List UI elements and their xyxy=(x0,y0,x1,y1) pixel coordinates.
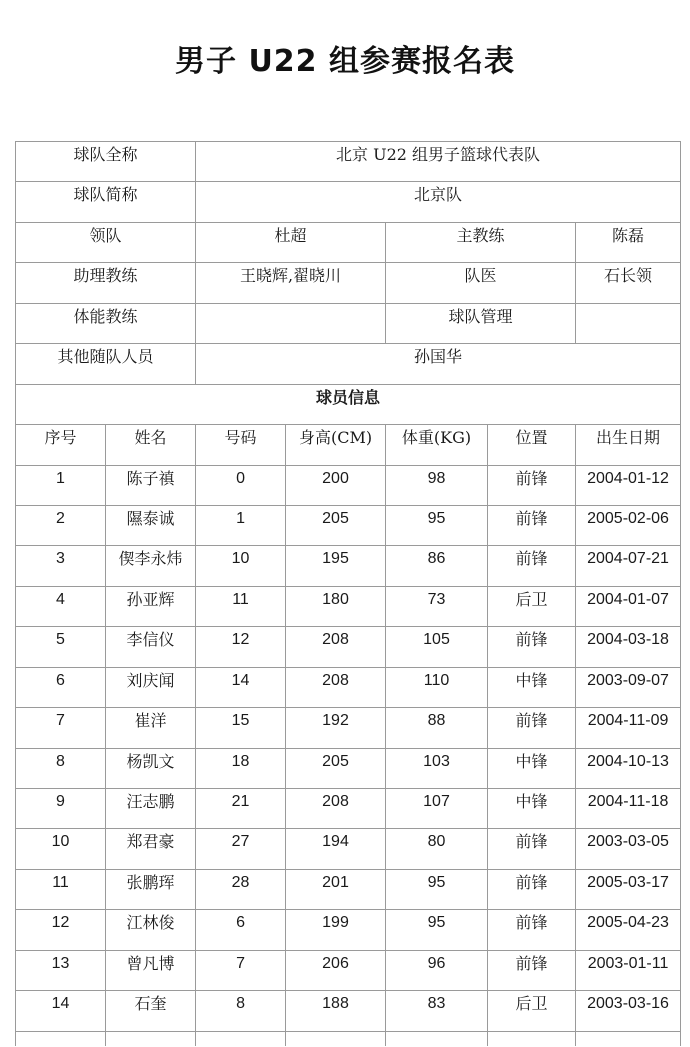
player-birth-date-cell: 2003-03-05 xyxy=(576,829,681,869)
player-weight-cell: 107 xyxy=(386,789,488,829)
players-section-title: 球员信息 xyxy=(16,384,681,424)
player-weight-cell: 83 xyxy=(386,991,488,1031)
column-header-no: 序号 xyxy=(16,425,106,465)
team-manager-value xyxy=(576,303,681,343)
player-no-cell: 8 xyxy=(16,748,106,788)
team-doctor-value: 石长领 xyxy=(576,263,681,303)
head-coach-label: 主教练 xyxy=(386,222,576,262)
player-height-cell: 180 xyxy=(286,586,386,626)
player-name-cell: 杨凯文 xyxy=(106,748,196,788)
fitness-coach-row xyxy=(16,303,681,343)
player-birth-date-cell: 2004-10-13 xyxy=(576,748,681,788)
player-weight-cell: 73 xyxy=(386,586,488,626)
player-no-cell: 13 xyxy=(16,950,106,990)
player-row xyxy=(16,991,681,1031)
player-birth-date-cell: 2004-11-18 xyxy=(576,789,681,829)
player-position-cell: 前锋 xyxy=(488,465,576,505)
player-row xyxy=(16,748,681,788)
player-height-cell: 194 xyxy=(286,829,386,869)
player-row xyxy=(16,950,681,990)
player-birth-date-cell: 2003-03-16 xyxy=(576,991,681,1031)
player-no-cell: 4 xyxy=(16,586,106,626)
leader-label: 领队 xyxy=(16,222,196,262)
player-number-cell: 0 xyxy=(196,465,286,505)
player-no-cell: 11 xyxy=(16,869,106,909)
team-full-name-label: 球队全称 xyxy=(16,142,196,182)
other-staff-value: 孙国华 xyxy=(196,344,681,384)
player-no-cell: 2 xyxy=(16,505,106,545)
column-header-name: 姓名 xyxy=(106,425,196,465)
player-height-cell: 205 xyxy=(286,748,386,788)
player-birth-date-cell: 2004-03-18 xyxy=(576,627,681,667)
player-row xyxy=(16,829,681,869)
player-name-cell: 郑君豪 xyxy=(106,829,196,869)
player-number-cell xyxy=(196,1031,286,1046)
player-name-cell: 刘庆闻 xyxy=(106,667,196,707)
player-header-row xyxy=(16,425,681,465)
player-name-cell: 张鹏珲 xyxy=(106,869,196,909)
player-birth-date-cell: 2004-07-21 xyxy=(576,546,681,586)
player-weight-cell: 95 xyxy=(386,869,488,909)
player-birth-date-cell: 2005-04-23 xyxy=(576,910,681,950)
player-position-cell: 前锋 xyxy=(488,950,576,990)
player-height-cell: 188 xyxy=(286,991,386,1031)
player-position-cell: 前锋 xyxy=(488,708,576,748)
column-header-height: 身高(CM) xyxy=(286,425,386,465)
leader-row xyxy=(16,222,681,262)
player-name-cell: 崔洋 xyxy=(106,708,196,748)
player-position-cell: 后卫 xyxy=(488,586,576,626)
player-weight-cell: 105 xyxy=(386,627,488,667)
player-no-cell: 9 xyxy=(16,789,106,829)
leader-value: 杜超 xyxy=(196,222,386,262)
player-number-cell: 12 xyxy=(196,627,286,667)
player-weight-cell: 88 xyxy=(386,708,488,748)
player-birth-date-cell: 2004-01-07 xyxy=(576,586,681,626)
player-position-cell: 前锋 xyxy=(488,627,576,667)
player-weight-cell: 86 xyxy=(386,546,488,586)
team-short-name-label: 球队简称 xyxy=(16,182,196,222)
player-number-cell: 10 xyxy=(196,546,286,586)
player-height-cell: 208 xyxy=(286,789,386,829)
player-birth-date-cell: 2005-03-17 xyxy=(576,869,681,909)
player-weight-cell xyxy=(386,1031,488,1046)
player-height-cell: 208 xyxy=(286,627,386,667)
player-height-cell xyxy=(286,1031,386,1046)
player-height-cell: 192 xyxy=(286,708,386,748)
player-birth-date-cell xyxy=(576,1031,681,1046)
player-name-cell: 江林俊 xyxy=(106,910,196,950)
player-position-cell: 前锋 xyxy=(488,910,576,950)
player-birth-date-cell: 2003-01-11 xyxy=(576,950,681,990)
team-manager-label: 球队管理 xyxy=(386,303,576,343)
assistant-coach-label: 助理教练 xyxy=(16,263,196,303)
player-number-cell: 14 xyxy=(196,667,286,707)
player-no-cell: 12 xyxy=(16,910,106,950)
player-row-partial xyxy=(16,1031,681,1046)
player-no-cell: 10 xyxy=(16,829,106,869)
other-staff-row xyxy=(16,344,681,384)
player-number-cell: 11 xyxy=(196,586,286,626)
player-height-cell: 199 xyxy=(286,910,386,950)
player-name-cell: 汪志鹏 xyxy=(106,789,196,829)
player-height-cell: 201 xyxy=(286,869,386,909)
player-name-cell xyxy=(106,1031,196,1046)
player-no-cell: 14 xyxy=(16,991,106,1031)
player-row xyxy=(16,910,681,950)
player-name-cell: 曾凡博 xyxy=(106,950,196,990)
player-birth-date-cell: 2004-01-12 xyxy=(576,465,681,505)
player-weight-cell: 80 xyxy=(386,829,488,869)
player-no-cell xyxy=(16,1031,106,1046)
player-number-cell: 18 xyxy=(196,748,286,788)
player-row xyxy=(16,667,681,707)
player-row xyxy=(16,465,681,505)
player-number-cell: 8 xyxy=(196,991,286,1031)
player-name-cell: 李信仪 xyxy=(106,627,196,667)
player-position-cell xyxy=(488,1031,576,1046)
fitness-coach-value xyxy=(196,303,386,343)
column-header-birth-date: 出生日期 xyxy=(576,425,681,465)
player-position-cell: 前锋 xyxy=(488,869,576,909)
assistant-coach-row xyxy=(16,263,681,303)
player-row xyxy=(16,627,681,667)
player-weight-cell: 96 xyxy=(386,950,488,990)
player-number-cell: 27 xyxy=(196,829,286,869)
player-number-cell: 7 xyxy=(196,950,286,990)
head-coach-value: 陈磊 xyxy=(576,222,681,262)
player-row xyxy=(16,789,681,829)
player-number-cell: 28 xyxy=(196,869,286,909)
player-position-cell: 前锋 xyxy=(488,829,576,869)
player-row xyxy=(16,708,681,748)
player-name-cell: 石奎 xyxy=(106,991,196,1031)
player-number-cell: 15 xyxy=(196,708,286,748)
player-no-cell: 7 xyxy=(16,708,106,748)
team-full-name-value: 北京 U22 组男子篮球代表队 xyxy=(196,142,681,182)
other-staff-label: 其他随队人员 xyxy=(16,344,196,384)
player-number-cell: 6 xyxy=(196,910,286,950)
column-header-weight: 体重(KG) xyxy=(386,425,488,465)
player-weight-cell: 95 xyxy=(386,910,488,950)
player-row xyxy=(16,586,681,626)
player-weight-cell: 95 xyxy=(386,505,488,545)
player-name-cell: 陈子禛 xyxy=(106,465,196,505)
team-short-name-value: 北京队 xyxy=(196,182,681,222)
player-height-cell: 208 xyxy=(286,667,386,707)
column-header-position: 位置 xyxy=(488,425,576,465)
player-position-cell: 后卫 xyxy=(488,991,576,1031)
player-name-cell: 孙亚辉 xyxy=(106,586,196,626)
player-no-cell: 5 xyxy=(16,627,106,667)
player-position-cell: 中锋 xyxy=(488,748,576,788)
player-number-cell: 21 xyxy=(196,789,286,829)
player-no-cell: 3 xyxy=(16,546,106,586)
team-short-name-row xyxy=(16,182,681,222)
player-row xyxy=(16,869,681,909)
player-height-cell: 195 xyxy=(286,546,386,586)
document-title: 男子 U22 组参赛报名表 xyxy=(175,44,515,79)
fitness-coach-label: 体能教练 xyxy=(16,303,196,343)
player-height-cell: 200 xyxy=(286,465,386,505)
player-birth-date-cell: 2005-02-06 xyxy=(576,505,681,545)
team-full-name-row xyxy=(16,142,681,182)
player-birth-date-cell: 2004-11-09 xyxy=(576,708,681,748)
assistant-coach-value: 王晓辉,翟晓川 xyxy=(196,263,386,303)
player-birth-date-cell: 2003-09-07 xyxy=(576,667,681,707)
player-number-cell: 1 xyxy=(196,505,286,545)
player-position-cell: 前锋 xyxy=(488,546,576,586)
player-no-cell: 1 xyxy=(16,465,106,505)
player-weight-cell: 98 xyxy=(386,465,488,505)
player-weight-cell: 103 xyxy=(386,748,488,788)
team-doctor-label: 队医 xyxy=(386,263,576,303)
players-section-row xyxy=(16,384,681,424)
player-position-cell: 中锋 xyxy=(488,789,576,829)
player-height-cell: 206 xyxy=(286,950,386,990)
player-row xyxy=(16,505,681,545)
player-no-cell: 6 xyxy=(16,667,106,707)
player-height-cell: 205 xyxy=(286,505,386,545)
column-header-number: 号码 xyxy=(196,425,286,465)
player-weight-cell: 110 xyxy=(386,667,488,707)
player-position-cell: 前锋 xyxy=(488,505,576,545)
player-row xyxy=(16,546,681,586)
player-name-cell: 偰李永炜 xyxy=(106,546,196,586)
player-name-cell: 隰泰诚 xyxy=(106,505,196,545)
registration-table xyxy=(15,141,681,1046)
player-position-cell: 中锋 xyxy=(488,667,576,707)
